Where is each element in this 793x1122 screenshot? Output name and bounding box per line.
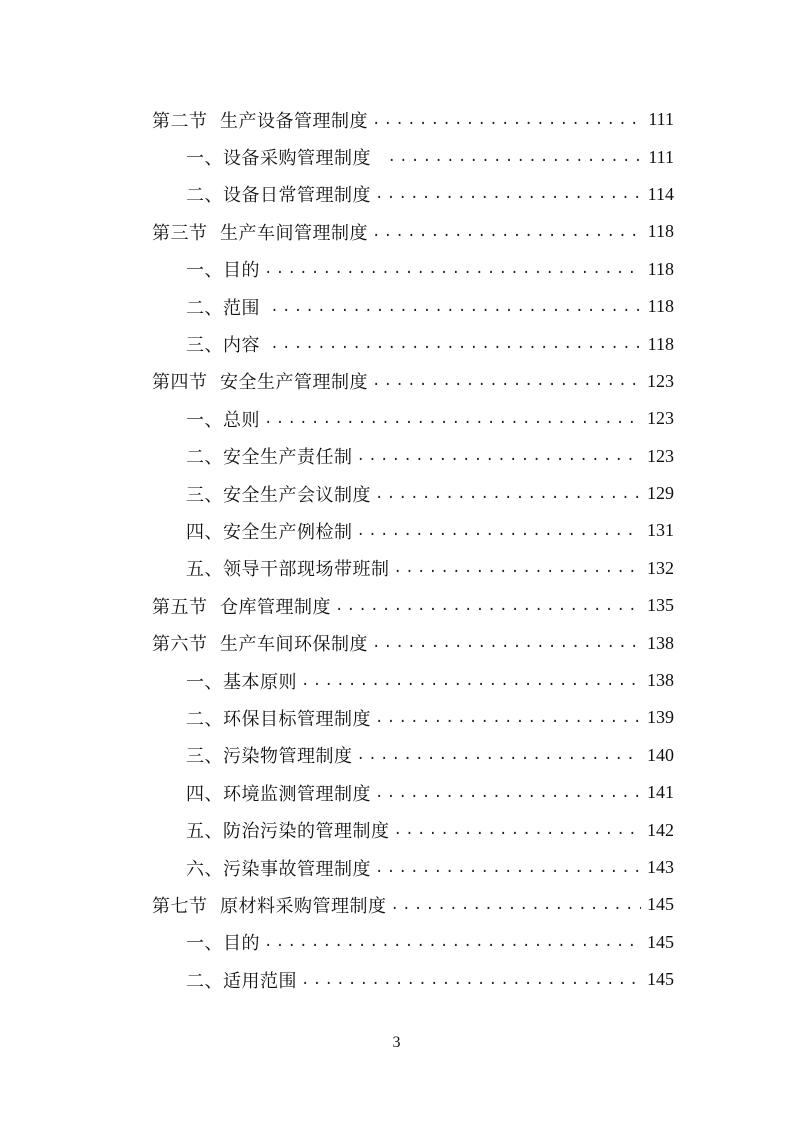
dot-leader bbox=[372, 112, 642, 128]
toc-entry-title: 第七节 原材料采购管理制度 bbox=[152, 895, 387, 917]
toc-entry-title: 第三节 生产车间管理制度 bbox=[152, 222, 368, 244]
toc-entry-title: 第二节 生产设备管理制度 bbox=[152, 110, 368, 132]
toc-entry-title: 二、范围 bbox=[186, 297, 267, 319]
toc-section-entry[interactable] bbox=[152, 213, 674, 250]
toc-entry-title: 二、安全生产责任制 bbox=[186, 447, 353, 469]
toc-entry-title: 一、目的 bbox=[186, 260, 260, 282]
toc-page-number: 118 bbox=[647, 333, 674, 354]
toc-page-number: 141 bbox=[647, 782, 674, 803]
dot-leader bbox=[372, 224, 642, 240]
toc-page-number: 123 bbox=[647, 408, 674, 429]
toc-subsection-entry[interactable] bbox=[152, 325, 674, 362]
toc-page-number: 145 bbox=[647, 931, 674, 952]
toc-entry-title: 五、防治污染的管理制度 bbox=[186, 821, 390, 843]
toc-subsection-entry[interactable] bbox=[152, 662, 674, 699]
dot-leader bbox=[270, 299, 641, 315]
toc-page-number: 139 bbox=[647, 707, 674, 728]
dot-leader bbox=[270, 336, 641, 352]
toc-entry-title: 一、目的 bbox=[186, 933, 260, 955]
dot-leader bbox=[357, 523, 642, 539]
toc-page-number: 140 bbox=[647, 744, 674, 765]
toc-subsection-entry[interactable] bbox=[152, 737, 674, 774]
toc-entry-title: 四、安全生产例检制 bbox=[186, 521, 353, 543]
toc-subsection-entry[interactable] bbox=[152, 924, 674, 961]
toc-subsection-entry[interactable] bbox=[152, 288, 674, 325]
toc-subsection-entry[interactable] bbox=[152, 475, 674, 512]
toc-entry-title: 一、设备采购管理制度 bbox=[186, 148, 384, 170]
dot-leader bbox=[301, 673, 641, 689]
toc-subsection-entry[interactable] bbox=[152, 512, 674, 549]
dot-leader bbox=[387, 149, 642, 165]
toc-section-entry[interactable] bbox=[152, 587, 674, 624]
toc-page-number: 135 bbox=[647, 595, 674, 616]
toc-page-number: 138 bbox=[647, 670, 674, 691]
toc-subsection-entry[interactable] bbox=[152, 849, 674, 886]
toc-entry-title: 二、设备日常管理制度 bbox=[186, 185, 371, 207]
dot-leader bbox=[375, 486, 641, 502]
toc-subsection-entry[interactable] bbox=[152, 138, 674, 175]
toc-entry-title: 第六节 生产车间环保制度 bbox=[152, 634, 368, 656]
toc-page-number: 132 bbox=[647, 557, 674, 578]
toc-entry-title: 三、污染物管理制度 bbox=[186, 746, 353, 768]
toc-subsection-entry[interactable] bbox=[152, 176, 674, 213]
dot-leader bbox=[375, 710, 641, 726]
toc-page-number: 111 bbox=[648, 109, 674, 130]
dot-leader bbox=[264, 934, 641, 950]
toc-entry-title: 二、环保目标管理制度 bbox=[186, 708, 371, 730]
toc-page-number: 123 bbox=[647, 370, 674, 391]
toc-entry-title: 六、污染事故管理制度 bbox=[186, 858, 371, 880]
toc-page-number: 114 bbox=[647, 183, 674, 204]
table-of-contents bbox=[152, 101, 674, 998]
toc-subsection-entry[interactable] bbox=[152, 550, 674, 587]
toc-page-number: 145 bbox=[647, 894, 674, 915]
toc-entry-title: 一、总则 bbox=[186, 409, 260, 431]
toc-page-number: 118 bbox=[647, 258, 674, 279]
dot-leader bbox=[375, 860, 641, 876]
dot-leader bbox=[375, 186, 642, 202]
toc-page-number: 111 bbox=[648, 146, 674, 167]
toc-page-number: 138 bbox=[647, 632, 674, 653]
dot-leader bbox=[301, 972, 641, 988]
toc-subsection-entry[interactable] bbox=[152, 438, 674, 475]
toc-page-number: 142 bbox=[647, 819, 674, 840]
toc-section-entry[interactable] bbox=[152, 624, 674, 661]
dot-leader bbox=[335, 598, 641, 614]
toc-section-entry[interactable] bbox=[152, 363, 674, 400]
toc-page-number: 129 bbox=[647, 483, 674, 504]
dot-leader bbox=[357, 448, 642, 464]
toc-entry-title: 第五节 仓库管理制度 bbox=[152, 596, 331, 618]
dot-leader bbox=[372, 635, 641, 651]
toc-subsection-entry[interactable] bbox=[152, 251, 674, 288]
toc-entry-title: 第四节 安全生产管理制度 bbox=[152, 372, 368, 394]
dot-leader bbox=[390, 897, 641, 913]
toc-subsection-entry[interactable] bbox=[152, 811, 674, 848]
toc-page-number: 118 bbox=[647, 221, 674, 242]
toc-page-number: 145 bbox=[647, 969, 674, 990]
dot-leader bbox=[357, 747, 642, 763]
toc-subsection-entry[interactable] bbox=[152, 400, 674, 437]
page-number: 3 bbox=[392, 1034, 401, 1051]
toc-entry-title: 一、基本原则 bbox=[186, 671, 297, 693]
toc-subsection-entry[interactable] bbox=[152, 961, 674, 998]
toc-entry-title: 五、领导干部现场带班制 bbox=[186, 559, 390, 581]
dot-leader bbox=[372, 373, 641, 389]
dot-leader bbox=[375, 785, 641, 801]
toc-entry-title: 四、环境监测管理制度 bbox=[186, 783, 371, 805]
toc-page-number: 131 bbox=[647, 520, 674, 541]
toc-subsection-entry[interactable] bbox=[152, 774, 674, 811]
toc-section-entry[interactable] bbox=[152, 886, 674, 923]
toc-subsection-entry[interactable] bbox=[152, 699, 674, 736]
toc-entry-title: 三、内容 bbox=[186, 335, 267, 357]
dot-leader bbox=[394, 822, 642, 838]
toc-page-number: 123 bbox=[647, 445, 674, 466]
dot-leader bbox=[264, 411, 641, 427]
toc-entry-title: 二、适用范围 bbox=[186, 970, 297, 992]
dot-leader bbox=[394, 560, 642, 576]
toc-entry-title: 三、安全生产会议制度 bbox=[186, 484, 371, 506]
toc-section-entry[interactable] bbox=[152, 101, 674, 138]
toc-page-number: 143 bbox=[647, 857, 674, 877]
toc-page-number: 118 bbox=[647, 296, 674, 317]
dot-leader bbox=[264, 261, 642, 277]
